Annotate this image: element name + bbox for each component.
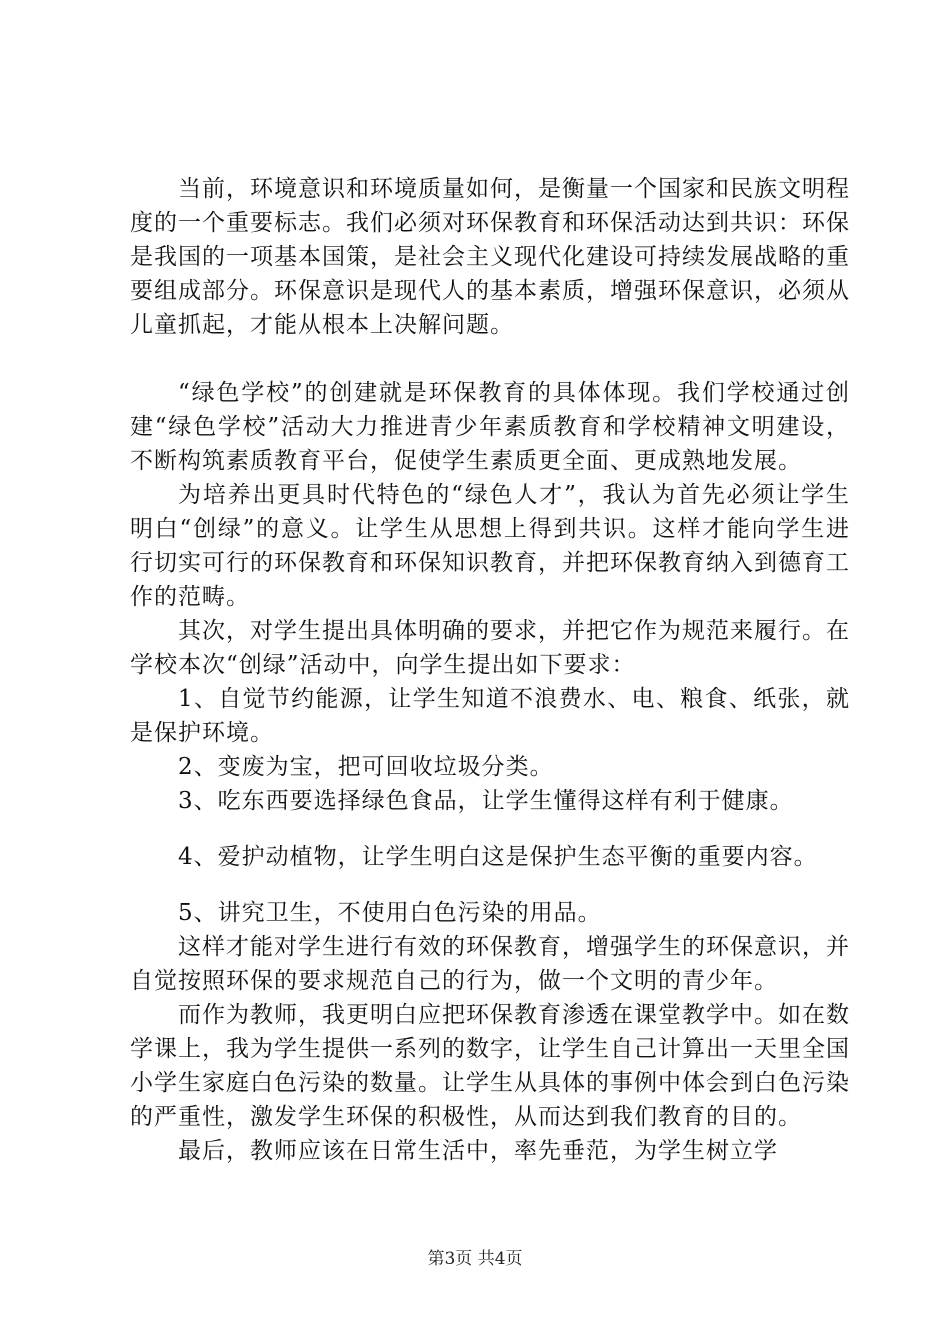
list-item: 1、自觉节约能源，让学生知道不浪费水、电、粮食、纸张，就是保护环境。 [130, 686, 850, 746]
paragraph: 最后，教师应该在日常生活中，率先垂范，为学生树立学 [178, 1138, 778, 1164]
list-item: 4、爱护动植物，让学生明白这是保护生态平衡的重要内容。 [178, 844, 818, 870]
paragraph: 为培养出更具时代特色的“绿色人才”，我认为首先必须让学生明白“创绿”的意义。让学生从思想上得到共识。这样才能向学生进行切实可行的环保教育和环保知识教育，并把环保教育纳入到德育工作的范畴。 [130, 482, 850, 610]
list-item: 3、吃东西要选择绿色食品，让学生懂得这样有利于健康。 [178, 788, 794, 814]
paragraph: 而作为教师，我更明白应把环保教育渗透在课堂教学中。如在数学课上，我为学生提供一系列的数字，让学生自己计算出一天里全国小学生家庭白色污染的数量。让学生从具体的事例中体会到白色污染的严重性，激发学生环保的积极性，从而达到我们教育的目的。 [130, 1002, 850, 1130]
page-footer: 第3页 共4页 [427, 1249, 523, 1269]
paragraph: “绿色学校”的创建就是环保教育的具体体现。我们学校通过创建“绿色学校”活动大力推进青少年素质教育和学校精神文明建设，不断构筑素质教育平台，促使学生素质更全面、更成熟地发展。 [130, 380, 850, 474]
paragraph: 当前，环境意识和环境质量如何，是衡量一个国家和民族文明程度的一个重要标志。我们必须对环保教育和环保活动达到共识：环保是我国的一项基本国策，是社会主义现代化建设可持续发展战略的重要组成部分。环保意识是现代人的基本素质，增强环保意识，必须从儿童抓起，才能从根本上决解问题。 [130, 176, 850, 338]
list-item: 2、变废为宝，把可回收垃圾分类。 [178, 754, 554, 780]
paragraph: 其次，对学生提出具体明确的要求，并把它作为规范来履行。在学校本次“创绿”活动中，向学生提出如下要求： [130, 618, 850, 678]
document-body [130, 172, 850, 1168]
paragraph: 这样才能对学生进行有效的环保教育，增强学生的环保意识，并自觉按照环保的要求规范自己的行为，做一个文明的青少年。 [130, 934, 850, 994]
list-item: 5、讲究卫生，不使用白色污染的用品。 [178, 900, 602, 926]
